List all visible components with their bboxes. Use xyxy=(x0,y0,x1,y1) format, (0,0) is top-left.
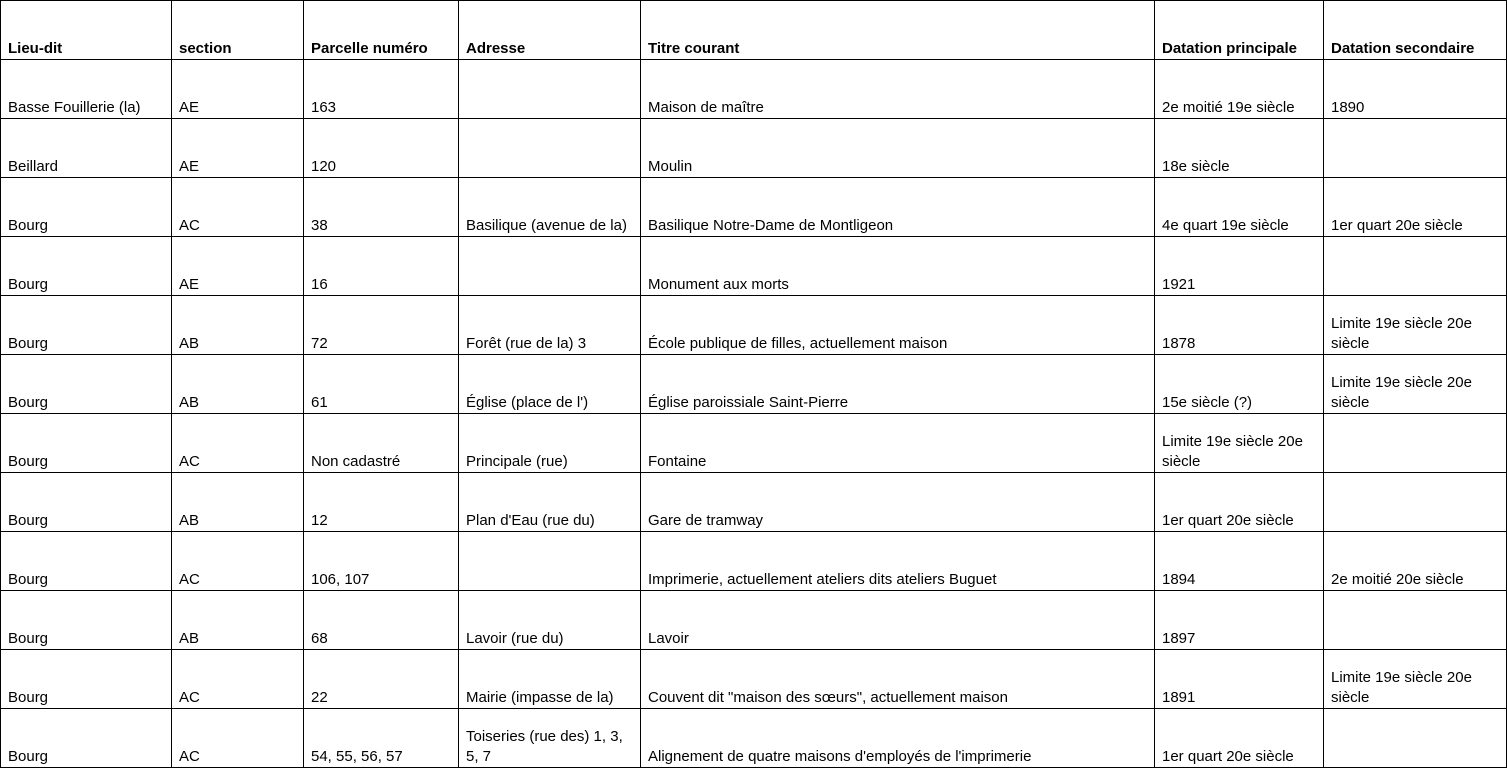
cell-parcelle[interactable]: 106, 107 xyxy=(304,532,459,591)
cell-adresse[interactable]: Forêt (rue de la) 3 xyxy=(459,296,641,355)
cell-section[interactable]: AB xyxy=(172,296,304,355)
cell-lieu-dit[interactable]: Bourg xyxy=(1,473,172,532)
cell-datation-principale[interactable]: 4e quart 19e siècle xyxy=(1155,178,1324,237)
cell-lieu-dit[interactable]: Bourg xyxy=(1,178,172,237)
cell-section[interactable]: AE xyxy=(172,60,304,119)
cell-datation-secondaire[interactable] xyxy=(1324,709,1507,768)
cell-datation-principale[interactable]: 1878 xyxy=(1155,296,1324,355)
cell-datation-principale[interactable]: 18e siècle xyxy=(1155,119,1324,178)
cell-titre[interactable]: Fontaine xyxy=(641,414,1155,473)
cell-section[interactable]: AC xyxy=(172,650,304,709)
cell-section[interactable]: AB xyxy=(172,473,304,532)
cell-section[interactable]: AB xyxy=(172,355,304,414)
header-row xyxy=(1,1,1507,60)
cell-datation-principale[interactable]: 1er quart 20e siècle xyxy=(1155,709,1324,768)
cell-titre[interactable]: Monument aux morts xyxy=(641,237,1155,296)
table-row xyxy=(1,473,1507,532)
cell-lieu-dit[interactable]: Beillard xyxy=(1,119,172,178)
cell-titre[interactable]: Église paroissiale Saint-Pierre xyxy=(641,355,1155,414)
cell-lieu-dit[interactable]: Bourg xyxy=(1,532,172,591)
cell-datation-principale[interactable]: 1897 xyxy=(1155,591,1324,650)
cell-datation-principale[interactable]: Limite 19e siècle 20e siècle xyxy=(1155,414,1324,473)
cell-adresse[interactable]: Lavoir (rue du) xyxy=(459,591,641,650)
cell-adresse[interactable]: Principale (rue) xyxy=(459,414,641,473)
table-row xyxy=(1,591,1507,650)
cell-adresse[interactable]: Toiseries (rue des) 1, 3, 5, 7 xyxy=(459,709,641,768)
cell-parcelle[interactable]: 72 xyxy=(304,296,459,355)
cell-section[interactable]: AC xyxy=(172,178,304,237)
cell-titre[interactable]: Gare de tramway xyxy=(641,473,1155,532)
cell-adresse[interactable] xyxy=(459,237,641,296)
cell-section[interactable]: AB xyxy=(172,591,304,650)
cell-datation-secondaire[interactable] xyxy=(1324,414,1507,473)
column-header-datation-principale[interactable]: Datation principale xyxy=(1155,1,1324,60)
cell-datation-secondaire[interactable]: Limite 19e siècle 20e siècle xyxy=(1324,355,1507,414)
column-header-datation-secondaire[interactable]: Datation secondaire xyxy=(1324,1,1507,60)
table-row xyxy=(1,60,1507,119)
column-header-adresse[interactable]: Adresse xyxy=(459,1,641,60)
cell-parcelle[interactable]: 120 xyxy=(304,119,459,178)
cell-titre[interactable]: Lavoir xyxy=(641,591,1155,650)
table-row xyxy=(1,178,1507,237)
cell-datation-secondaire[interactable]: Limite 19e siècle 20e siècle xyxy=(1324,650,1507,709)
cell-parcelle[interactable]: 54, 55, 56, 57 xyxy=(304,709,459,768)
column-header-titre[interactable]: Titre courant xyxy=(641,1,1155,60)
cell-datation-secondaire[interactable] xyxy=(1324,237,1507,296)
cell-datation-principale[interactable]: 1891 xyxy=(1155,650,1324,709)
table-row xyxy=(1,355,1507,414)
cell-datation-principale[interactable]: 2e moitié 19e siècle xyxy=(1155,60,1324,119)
cell-lieu-dit[interactable]: Bourg xyxy=(1,650,172,709)
cell-titre[interactable]: Maison de maître xyxy=(641,60,1155,119)
cell-adresse[interactable] xyxy=(459,119,641,178)
cell-datation-principale[interactable]: 15e siècle (?) xyxy=(1155,355,1324,414)
column-header-lieu-dit[interactable]: Lieu-dit xyxy=(1,1,172,60)
cell-lieu-dit[interactable]: Basse Fouillerie (la) xyxy=(1,60,172,119)
cell-parcelle[interactable]: 22 xyxy=(304,650,459,709)
cell-section[interactable]: AC xyxy=(172,414,304,473)
cell-parcelle[interactable]: 16 xyxy=(304,237,459,296)
cell-titre[interactable]: Basilique Notre-Dame de Montligeon xyxy=(641,178,1155,237)
cell-lieu-dit[interactable]: Bourg xyxy=(1,355,172,414)
cell-datation-principale[interactable]: 1921 xyxy=(1155,237,1324,296)
cell-datation-secondaire[interactable]: 2e moitié 20e siècle xyxy=(1324,532,1507,591)
cell-datation-secondaire[interactable]: 1890 xyxy=(1324,60,1507,119)
cell-datation-secondaire[interactable] xyxy=(1324,119,1507,178)
cell-titre[interactable]: Moulin xyxy=(641,119,1155,178)
table-row xyxy=(1,709,1507,768)
cell-adresse[interactable]: Église (place de l') xyxy=(459,355,641,414)
cell-parcelle[interactable]: 12 xyxy=(304,473,459,532)
table-row xyxy=(1,296,1507,355)
cell-lieu-dit[interactable]: Bourg xyxy=(1,237,172,296)
column-header-parcelle[interactable]: Parcelle numéro xyxy=(304,1,459,60)
cell-section[interactable]: AC xyxy=(172,709,304,768)
cell-datation-principale[interactable]: 1894 xyxy=(1155,532,1324,591)
cell-adresse[interactable]: Plan d'Eau (rue du) xyxy=(459,473,641,532)
cell-datation-secondaire[interactable] xyxy=(1324,473,1507,532)
cell-parcelle[interactable]: 68 xyxy=(304,591,459,650)
column-header-section[interactable]: section xyxy=(172,1,304,60)
cell-parcelle[interactable]: 163 xyxy=(304,60,459,119)
cell-section[interactable]: AE xyxy=(172,119,304,178)
cell-adresse[interactable]: Basilique (avenue de la) xyxy=(459,178,641,237)
table-row xyxy=(1,532,1507,591)
cell-datation-secondaire[interactable]: Limite 19e siècle 20e siècle xyxy=(1324,296,1507,355)
cell-titre[interactable]: Imprimerie, actuellement ateliers dits ateliers Buguet xyxy=(641,532,1155,591)
cell-datation-secondaire[interactable]: 1er quart 20e siècle xyxy=(1324,178,1507,237)
cell-lieu-dit[interactable]: Bourg xyxy=(1,709,172,768)
table-row xyxy=(1,237,1507,296)
cell-section[interactable]: AC xyxy=(172,532,304,591)
cell-section[interactable]: AE xyxy=(172,237,304,296)
cell-datation-secondaire[interactable] xyxy=(1324,591,1507,650)
cell-parcelle[interactable]: Non cadastré xyxy=(304,414,459,473)
cell-parcelle[interactable]: 61 xyxy=(304,355,459,414)
cell-titre[interactable]: Alignement de quatre maisons d'employés de l'imprimerie xyxy=(641,709,1155,768)
cell-adresse[interactable] xyxy=(459,532,641,591)
cell-titre[interactable]: Couvent dit "maison des sœurs", actuellement maison xyxy=(641,650,1155,709)
cell-lieu-dit[interactable]: Bourg xyxy=(1,591,172,650)
cell-adresse[interactable]: Mairie (impasse de la) xyxy=(459,650,641,709)
cell-adresse[interactable] xyxy=(459,60,641,119)
cell-parcelle[interactable]: 38 xyxy=(304,178,459,237)
cell-titre[interactable]: École publique de filles, actuellement maison xyxy=(641,296,1155,355)
table-row xyxy=(1,414,1507,473)
cell-lieu-dit[interactable]: Bourg xyxy=(1,414,172,473)
cell-datation-principale[interactable]: 1er quart 20e siècle xyxy=(1155,473,1324,532)
table-row xyxy=(1,119,1507,178)
cell-lieu-dit[interactable]: Bourg xyxy=(1,296,172,355)
table-row xyxy=(1,650,1507,709)
